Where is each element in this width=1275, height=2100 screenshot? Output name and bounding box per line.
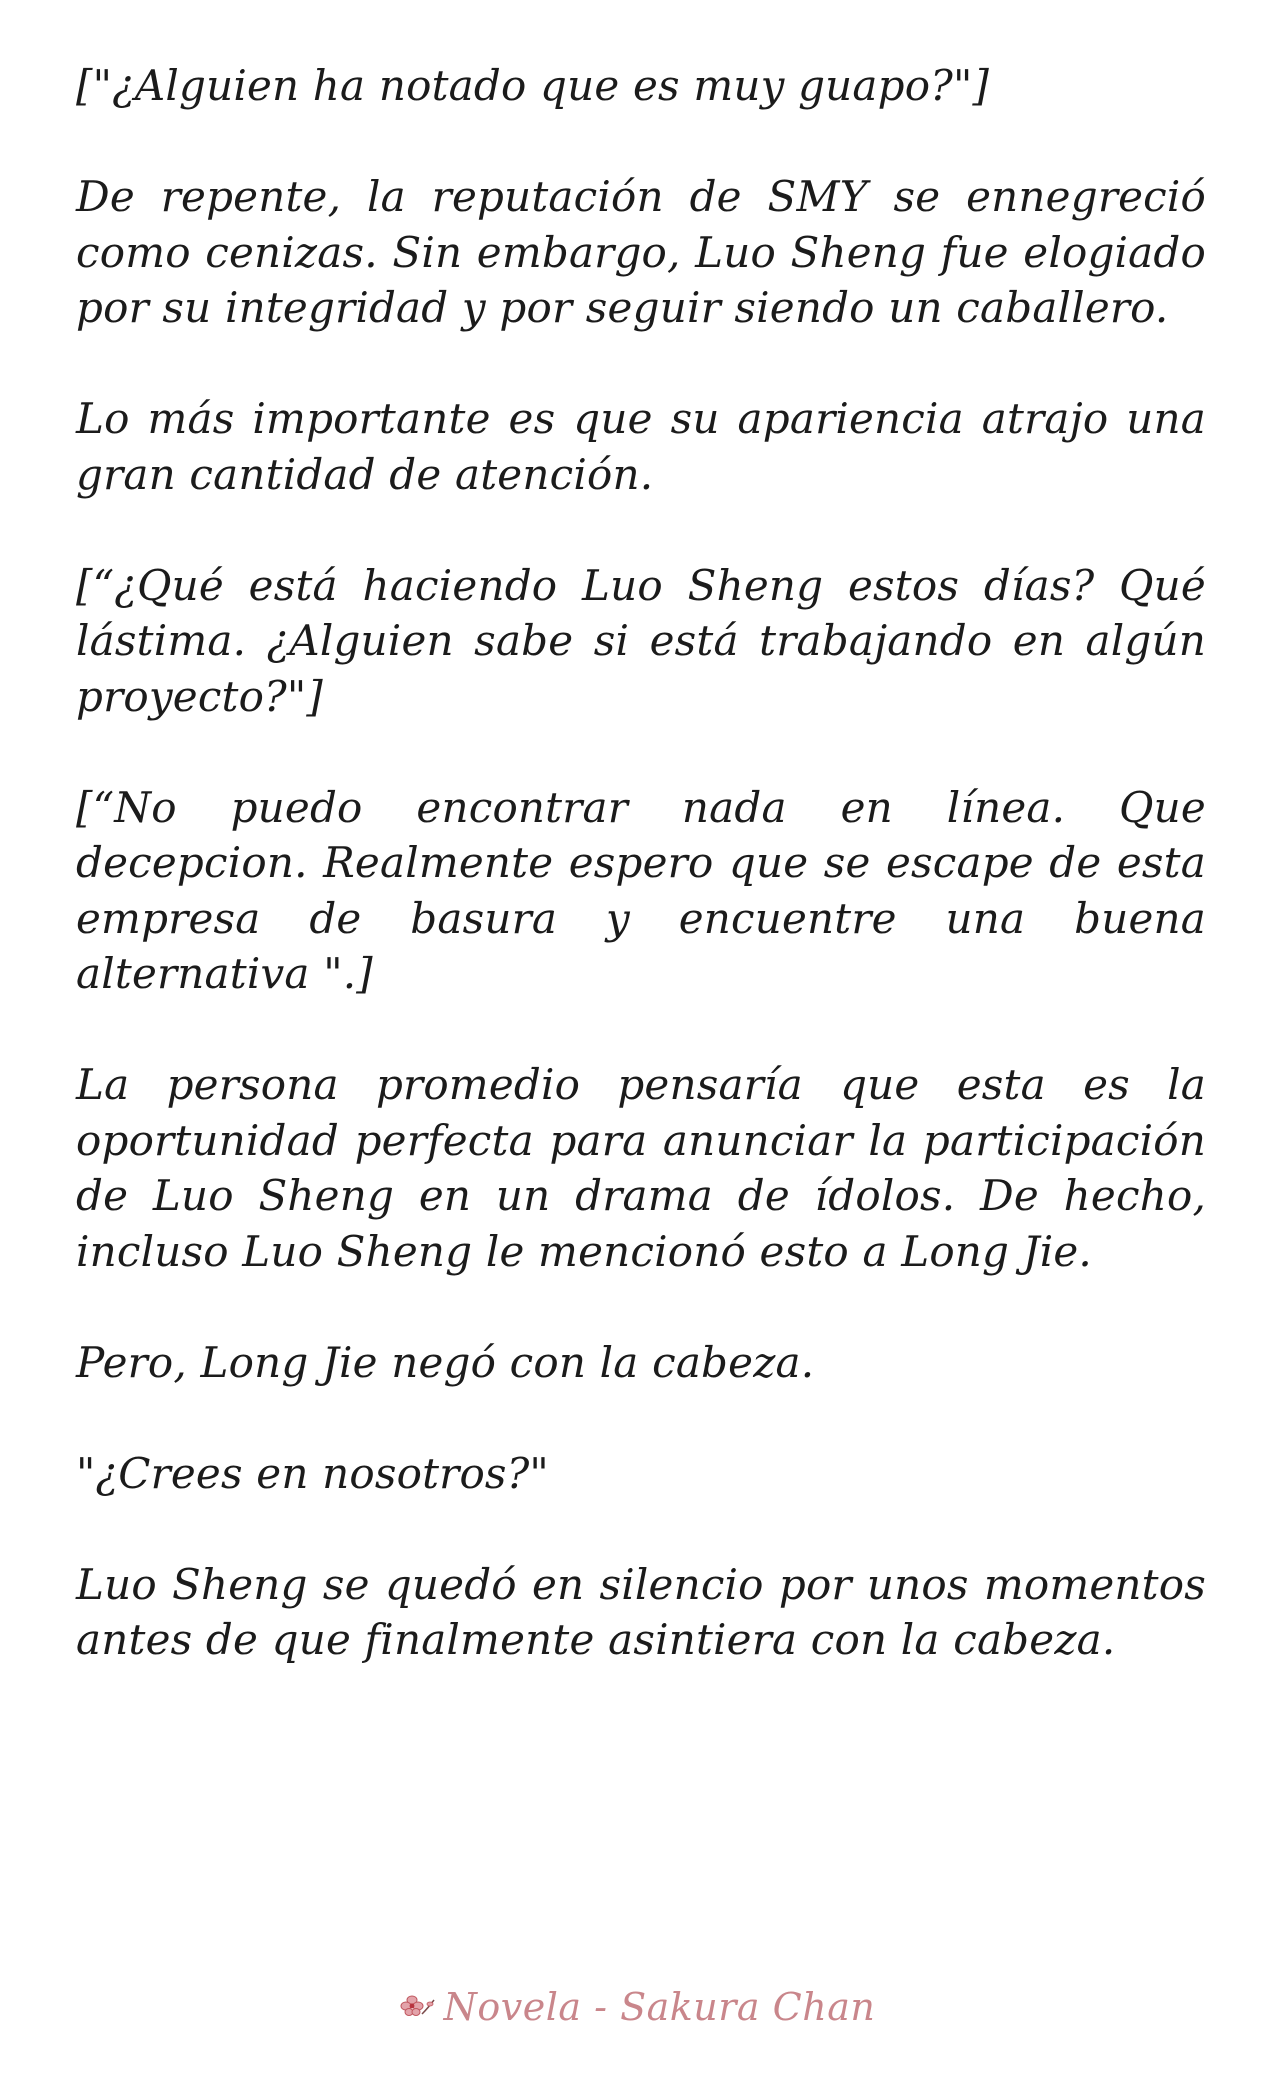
paragraph-2: De repente, la reputación de SMY se ennegreció como cenizas. Sin embargo, Luo Sheng fue elogiado por su integridad y por seguir siendo un caballero.: [76, 172, 1206, 332]
sakura-flower-icon: [400, 1989, 438, 2021]
paragraph-3: Lo más importante es que su apariencia atrajo una gran cantidad de atención.: [76, 394, 1206, 499]
document-body: [76, 58, 1206, 1723]
paragraph-1: ["¿Alguien ha notado que es muy guapo?"]: [76, 61, 990, 110]
footer-text: Novela - Sakura Chan: [443, 1985, 876, 2029]
paragraph-5: [“No puedo encontrar nada en línea. Que decepcion. Realmente espero que se escape de esta empresa de basura y encuentre una buena alternativa ".]: [76, 782, 1206, 998]
paragraph-6: La persona promedio pensaría que esta es la oportunidad perfecta para anunciar la participación de Luo Sheng en un drama de ídolos. De hecho, incluso Luo Sheng le mencionó esto a Long Jie.: [76, 1060, 1206, 1276]
paragraph-8: "¿Crees en nosotros?": [76, 1448, 549, 1498]
paragraph-4: [“¿Qué está haciendo Luo Sheng estos días? Qué lástima. ¿Alguien sabe si está trabajando en algún proyecto?"]: [76, 560, 1206, 721]
paragraph-7: Pero, Long Jie negó con la cabeza.: [76, 1337, 815, 1387]
footer-watermark: [0, 1985, 1275, 2029]
paragraph-9: Luo Sheng se quedó en silencio por unos momentos antes de que finalmente asintiera con la cabeza.: [76, 1559, 1206, 1664]
